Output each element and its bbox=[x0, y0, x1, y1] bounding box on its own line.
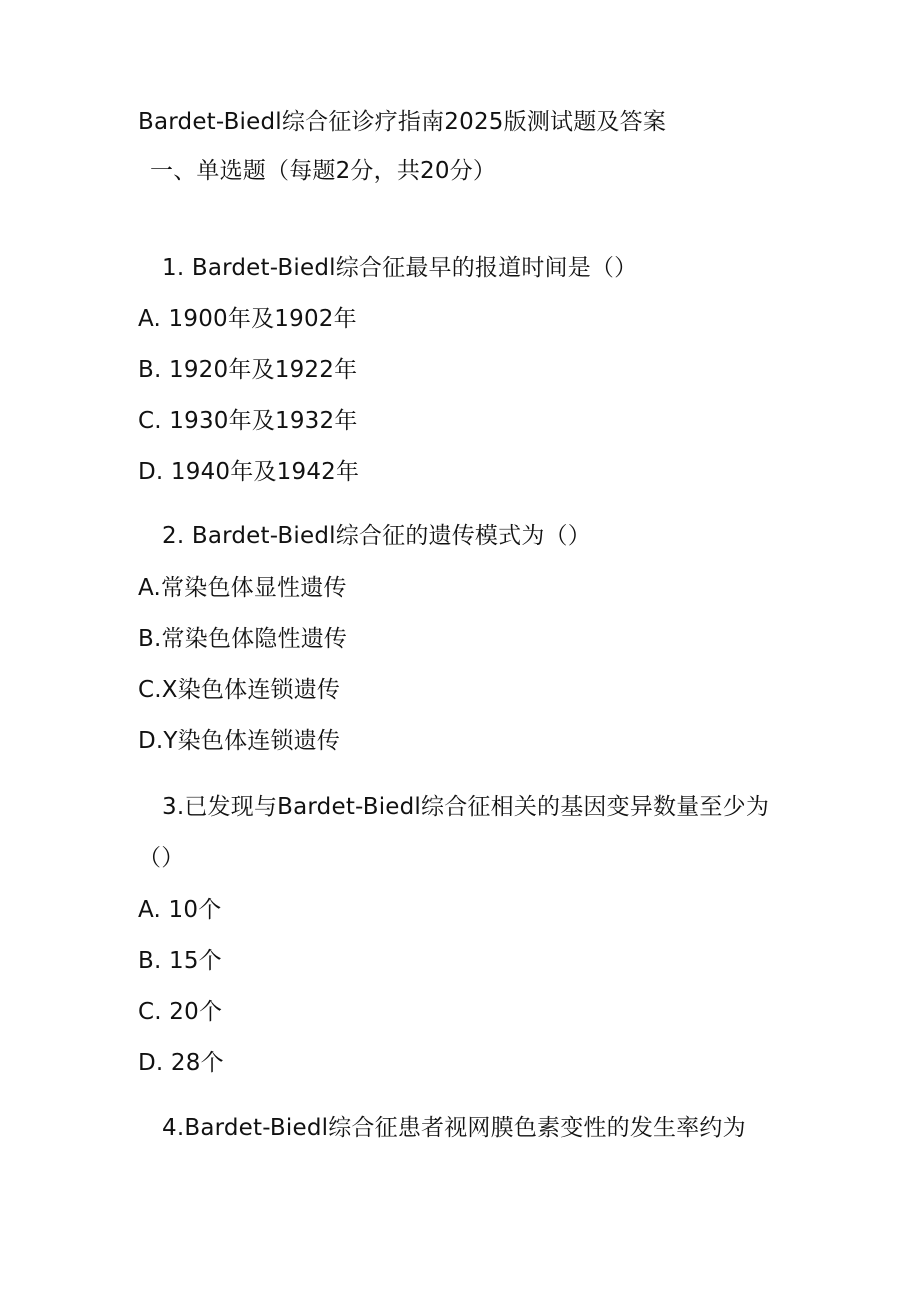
question-1-stem: 1. Bardet-Biedl综合征最早的报道时间是（） bbox=[162, 255, 638, 281]
question-4-stem: 4.Bardet-Biedl综合征患者视网膜色素变性的发生率约为 bbox=[162, 1115, 746, 1141]
question-3-option-b: B. 15个 bbox=[138, 948, 222, 974]
document-title: Bardet-Biedl综合征诊疗指南2025版测试题及答案 bbox=[138, 109, 667, 135]
question-2-option-d: D.Y染色体连锁遗传 bbox=[138, 728, 341, 754]
question-3-option-c: C. 20个 bbox=[138, 999, 223, 1025]
question-1-option-d: D. 1940年及1942年 bbox=[138, 459, 360, 485]
question-2-stem: 2. Bardet-Biedl综合征的遗传模式为（） bbox=[162, 523, 591, 549]
question-3-stem: 3.已发现与Bardet-Biedl综合征相关的基因变异数量至少为 bbox=[162, 794, 770, 820]
question-2-option-c: C.X染色体连锁遗传 bbox=[138, 677, 341, 703]
question-3-option-a: A. 10个 bbox=[138, 897, 222, 923]
question-1-option-a: A. 1900年及1902年 bbox=[138, 306, 357, 332]
question-2-option-a: A.常染色体显性遗传 bbox=[138, 575, 347, 601]
question-3-option-d: D. 28个 bbox=[138, 1050, 224, 1076]
question-2-option-b: B.常染色体隐性遗传 bbox=[138, 626, 348, 652]
question-3-stem-continuation: （） bbox=[138, 845, 185, 871]
question-1-option-c: C. 1930年及1932年 bbox=[138, 408, 358, 434]
question-1-option-b: B. 1920年及1922年 bbox=[138, 357, 358, 383]
section-heading: 一、单选题（每题2分，共20分） bbox=[150, 158, 497, 184]
